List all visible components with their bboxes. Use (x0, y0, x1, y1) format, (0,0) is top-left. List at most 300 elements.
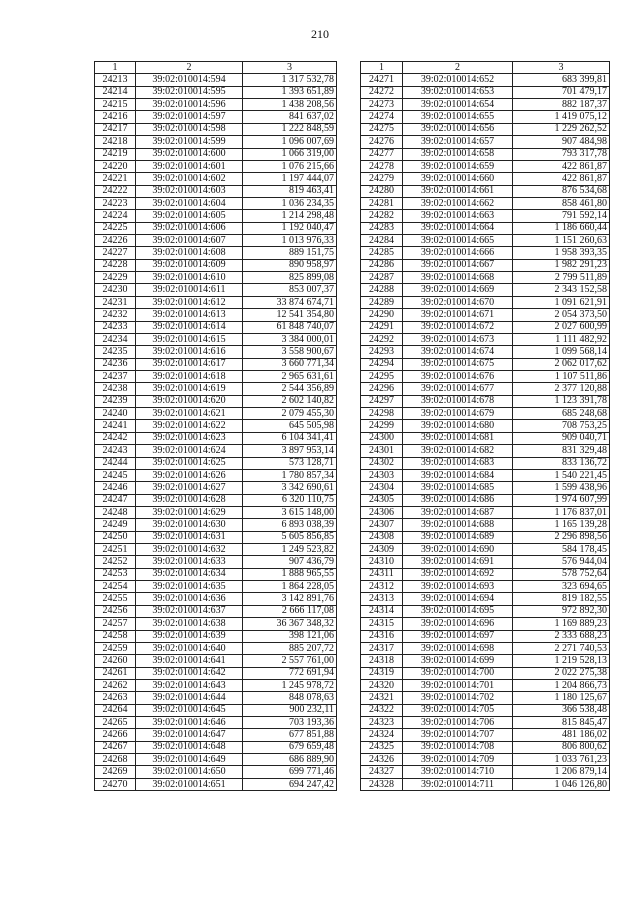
cadastral-number-cell: 39:02:010014:709 (403, 754, 513, 766)
row-number-cell: 24256 (95, 605, 136, 617)
table-row (361, 247, 610, 259)
table-row (95, 605, 337, 617)
cadastral-value-cell: 677 851,88 (243, 729, 337, 741)
cadastral-value-cell: 2 544 356,89 (243, 383, 337, 395)
cadastral-value-cell: 701 479,17 (513, 86, 610, 98)
page-number: 210 (311, 27, 329, 41)
row-number-cell: 24255 (95, 593, 136, 605)
row-number-cell: 24243 (95, 445, 136, 457)
cadastral-value-cell: 61 848 740,07 (243, 321, 337, 333)
table-row (361, 717, 610, 729)
row-number-cell: 24222 (95, 185, 136, 197)
table-row (95, 210, 337, 222)
table-row (95, 704, 337, 716)
table-row (95, 544, 337, 556)
cadastral-value-cell: 1 192 040,47 (243, 222, 337, 234)
table-row (361, 618, 610, 630)
cadastral-number-cell: 39:02:010014:630 (136, 519, 243, 531)
cadastral-number-cell: 39:02:010014:643 (136, 679, 243, 691)
cadastral-number-cell: 39:02:010014:612 (136, 296, 243, 308)
cadastral-value-cell: 1 393 651,89 (243, 86, 337, 98)
cadastral-number-cell: 39:02:010014:634 (136, 568, 243, 580)
row-number-cell: 24297 (361, 395, 403, 407)
row-number-cell: 24323 (361, 717, 403, 729)
row-number-cell: 24300 (361, 432, 403, 444)
cadastral-number-cell: 39:02:010014:701 (403, 679, 513, 691)
cadastral-number-cell: 39:02:010014:672 (403, 321, 513, 333)
cadastral-number-cell: 39:02:010014:625 (136, 457, 243, 469)
cadastral-number-cell: 39:02:010014:689 (403, 531, 513, 543)
table-row (95, 655, 337, 667)
table-row (361, 148, 610, 160)
cadastral-number-cell: 39:02:010014:684 (403, 469, 513, 481)
cadastral-value-cell: 2 799 511,89 (513, 272, 610, 284)
cadastral-number-cell: 39:02:010014:640 (136, 642, 243, 654)
table-row (361, 692, 610, 704)
cadastral-number-cell: 39:02:010014:662 (403, 197, 513, 209)
table-row (95, 717, 337, 729)
table-row (95, 333, 337, 345)
row-number-cell: 24216 (95, 111, 136, 123)
table-row (95, 642, 337, 654)
cadastral-number-cell: 39:02:010014:656 (403, 123, 513, 135)
cadastral-number-cell: 39:02:010014:671 (403, 309, 513, 321)
table-row (95, 160, 337, 172)
cadastral-number-cell: 39:02:010014:675 (403, 358, 513, 370)
table-row (361, 494, 610, 506)
row-number-cell: 24246 (95, 482, 136, 494)
table-row (95, 395, 337, 407)
cadastral-number-cell: 39:02:010014:629 (136, 506, 243, 518)
row-number-cell: 24229 (95, 272, 136, 284)
table-row (95, 568, 337, 580)
cadastral-value-cell: 848 078,63 (243, 692, 337, 704)
row-number-cell: 24295 (361, 370, 403, 382)
cadastral-value-cell: 1 123 391,78 (513, 395, 610, 407)
cadastral-number-cell: 39:02:010014:616 (136, 346, 243, 358)
table-row (95, 370, 337, 382)
row-number-cell: 24294 (361, 358, 403, 370)
table-row (95, 74, 337, 86)
cadastral-number-cell: 39:02:010014:635 (136, 581, 243, 593)
row-number-cell: 24217 (95, 123, 136, 135)
cadastral-value-cell: 3 142 891,76 (243, 593, 337, 605)
cadastral-value-cell: 1 245 978,72 (243, 679, 337, 691)
cadastral-number-cell: 39:02:010014:611 (136, 284, 243, 296)
cadastral-value-cell: 1 033 761,23 (513, 754, 610, 766)
cadastral-number-cell: 39:02:010014:652 (403, 74, 513, 86)
cadastral-number-cell: 39:02:010014:633 (136, 556, 243, 568)
cadastral-number-cell: 39:02:010014:599 (136, 136, 243, 148)
row-number-cell: 24237 (95, 370, 136, 382)
cadastral-value-cell: 1 229 262,52 (513, 123, 610, 135)
table-row (95, 185, 337, 197)
row-number-cell: 24227 (95, 247, 136, 259)
cadastral-number-cell: 39:02:010014:707 (403, 729, 513, 741)
table-row (95, 741, 337, 753)
cadastral-value-cell: 2 343 152,58 (513, 284, 610, 296)
cadastral-value-cell: 841 637,02 (243, 111, 337, 123)
row-number-cell: 24286 (361, 259, 403, 271)
cadastral-value-cell: 686 889,90 (243, 754, 337, 766)
cadastral-value-cell: 1 206 879,14 (513, 766, 610, 778)
row-number-cell: 24266 (95, 729, 136, 741)
column-header-number: 1 (95, 62, 136, 74)
cadastral-value-cell: 833 136,72 (513, 457, 610, 469)
cadastral-value-cell: 703 193,36 (243, 717, 337, 729)
cadastral-number-cell: 39:02:010014:623 (136, 432, 243, 444)
cadastral-number-cell: 39:02:010014:632 (136, 544, 243, 556)
table-row (95, 778, 337, 790)
row-number-cell: 24218 (95, 136, 136, 148)
cadastral-number-cell: 39:02:010014:605 (136, 210, 243, 222)
table-row (361, 123, 610, 135)
cadastral-value-cell: 806 800,62 (513, 741, 610, 753)
table-row (361, 593, 610, 605)
table-row (95, 630, 337, 642)
row-number-cell: 24214 (95, 86, 136, 98)
table-row (95, 358, 337, 370)
table-row (361, 568, 610, 580)
cadastral-number-cell: 39:02:010014:609 (136, 259, 243, 271)
cadastral-value-cell: 584 178,45 (513, 544, 610, 556)
cadastral-number-cell: 39:02:010014:686 (403, 494, 513, 506)
row-number-cell: 24298 (361, 408, 403, 420)
cadastral-number-cell: 39:02:010014:710 (403, 766, 513, 778)
cadastral-value-cell: 1 165 139,28 (513, 519, 610, 531)
cadastral-number-cell: 39:02:010014:596 (136, 99, 243, 111)
column-header-value: 3 (513, 62, 610, 74)
row-number-cell: 24257 (95, 618, 136, 630)
cadastral-number-cell: 39:02:010014:685 (403, 482, 513, 494)
cadastral-number-cell: 39:02:010014:622 (136, 420, 243, 432)
table-row (95, 556, 337, 568)
cadastral-value-cell: 876 534,68 (513, 185, 610, 197)
cadastral-value-cell: 422 861,87 (513, 173, 610, 185)
cadastral-number-cell: 39:02:010014:668 (403, 272, 513, 284)
cadastral-number-cell: 39:02:010014:705 (403, 704, 513, 716)
cadastral-value-cell: 2 557 761,00 (243, 655, 337, 667)
cadastral-number-cell: 39:02:010014:708 (403, 741, 513, 753)
row-number-cell: 24275 (361, 123, 403, 135)
table-row (361, 160, 610, 172)
row-number-cell: 24230 (95, 284, 136, 296)
table-row (95, 506, 337, 518)
table-row (361, 556, 610, 568)
table-row (361, 333, 610, 345)
cadastral-value-cell: 576 944,04 (513, 556, 610, 568)
cadastral-value-cell: 1 036 234,35 (243, 197, 337, 209)
table-row (361, 778, 610, 790)
cadastral-value-cell: 422 861,87 (513, 160, 610, 172)
row-number-cell: 24263 (95, 692, 136, 704)
row-number-cell: 24311 (361, 568, 403, 580)
cadastral-value-cell: 3 384 000,01 (243, 333, 337, 345)
row-number-cell: 24305 (361, 494, 403, 506)
row-number-cell: 24260 (95, 655, 136, 667)
cadastral-value-cell: 900 232,11 (243, 704, 337, 716)
cadastral-value-cell: 1 099 568,14 (513, 346, 610, 358)
cadastral-value-cell: 882 187,37 (513, 99, 610, 111)
row-number-cell: 24252 (95, 556, 136, 568)
table-header-row (95, 62, 337, 74)
row-number-cell: 24317 (361, 642, 403, 654)
row-number-cell: 24287 (361, 272, 403, 284)
table-row (361, 370, 610, 382)
table-row (361, 309, 610, 321)
table-row (95, 284, 337, 296)
row-number-cell: 24239 (95, 395, 136, 407)
row-number-cell: 24223 (95, 197, 136, 209)
row-number-cell: 24272 (361, 86, 403, 98)
cadastral-value-cell: 858 461,80 (513, 197, 610, 209)
cadastral-number-cell: 39:02:010014:613 (136, 309, 243, 321)
table-row (95, 482, 337, 494)
row-number-cell: 24293 (361, 346, 403, 358)
row-number-cell: 24276 (361, 136, 403, 148)
cadastral-value-cell: 2 602 140,82 (243, 395, 337, 407)
table-row (95, 667, 337, 679)
cadastral-value-cell: 699 771,46 (243, 766, 337, 778)
cadastral-number-cell: 39:02:010014:638 (136, 618, 243, 630)
table-row (361, 222, 610, 234)
column-header-cadastral: 2 (403, 62, 513, 74)
row-number-cell: 24219 (95, 148, 136, 160)
cadastral-value-cell: 3 615 148,00 (243, 506, 337, 518)
cadastral-value-cell: 1 186 660,44 (513, 222, 610, 234)
cadastral-value-cell: 1 780 857,34 (243, 469, 337, 481)
cadastral-number-cell: 39:02:010014:698 (403, 642, 513, 654)
row-number-cell: 24291 (361, 321, 403, 333)
cadastral-number-cell: 39:02:010014:639 (136, 630, 243, 642)
cadastral-value-cell: 1 974 607,99 (513, 494, 610, 506)
cadastral-value-cell: 885 207,72 (243, 642, 337, 654)
row-number-cell: 24270 (95, 778, 136, 790)
cadastral-number-cell: 39:02:010014:679 (403, 408, 513, 420)
table-row (95, 754, 337, 766)
cadastral-number-cell: 39:02:010014:598 (136, 123, 243, 135)
table-row (361, 506, 610, 518)
cadastral-value-cell: 1 111 482,92 (513, 333, 610, 345)
cadastral-number-cell: 39:02:010014:606 (136, 222, 243, 234)
cadastral-value-cell: 1 046 126,80 (513, 778, 610, 790)
cadastral-number-cell: 39:02:010014:663 (403, 210, 513, 222)
cadastral-number-cell: 39:02:010014:642 (136, 667, 243, 679)
cadastral-value-cell: 972 892,30 (513, 605, 610, 617)
cadastral-number-cell: 39:02:010014:628 (136, 494, 243, 506)
cadastral-value-cell: 683 399,81 (513, 74, 610, 86)
row-number-cell: 24303 (361, 469, 403, 481)
table-row (361, 74, 610, 86)
row-number-cell: 24308 (361, 531, 403, 543)
row-number-cell: 24314 (361, 605, 403, 617)
cadastral-number-cell: 39:02:010014:608 (136, 247, 243, 259)
cadastral-number-cell: 39:02:010014:681 (403, 432, 513, 444)
cadastral-number-cell: 39:02:010014:694 (403, 593, 513, 605)
cadastral-value-cell: 1 176 837,01 (513, 506, 610, 518)
table-row (361, 358, 610, 370)
row-number-cell: 24247 (95, 494, 136, 506)
cadastral-value-cell: 1 107 511,86 (513, 370, 610, 382)
table-row (361, 445, 610, 457)
cadastral-number-cell: 39:02:010014:669 (403, 284, 513, 296)
row-number-cell: 24292 (361, 333, 403, 345)
cadastral-value-cell: 791 592,14 (513, 210, 610, 222)
table-row (361, 482, 610, 494)
row-number-cell: 24274 (361, 111, 403, 123)
cadastral-value-cell: 1 599 438,96 (513, 482, 610, 494)
cadastral-value-cell: 1 317 532,78 (243, 74, 337, 86)
table-row (95, 679, 337, 691)
register-table-right (360, 61, 610, 791)
row-number-cell: 24278 (361, 160, 403, 172)
row-number-cell: 24304 (361, 482, 403, 494)
row-number-cell: 24320 (361, 679, 403, 691)
cadastral-number-cell: 39:02:010014:594 (136, 74, 243, 86)
cadastral-value-cell: 3 897 953,14 (243, 445, 337, 457)
table-row (361, 679, 610, 691)
row-number-cell: 24318 (361, 655, 403, 667)
row-number-cell: 24261 (95, 667, 136, 679)
table-row (95, 309, 337, 321)
row-number-cell: 24235 (95, 346, 136, 358)
cadastral-number-cell: 39:02:010014:627 (136, 482, 243, 494)
row-number-cell: 24250 (95, 531, 136, 543)
cadastral-number-cell: 39:02:010014:649 (136, 754, 243, 766)
row-number-cell: 24269 (95, 766, 136, 778)
cadastral-value-cell: 793 317,78 (513, 148, 610, 160)
cadastral-number-cell: 39:02:010014:666 (403, 247, 513, 259)
cadastral-value-cell: 1 438 208,56 (243, 99, 337, 111)
table-row (361, 408, 610, 420)
table-row (95, 222, 337, 234)
cadastral-number-cell: 39:02:010014:665 (403, 235, 513, 247)
table-row (361, 197, 610, 209)
register-table-left (94, 61, 337, 791)
cadastral-number-cell: 39:02:010014:614 (136, 321, 243, 333)
table-row (95, 111, 337, 123)
table-row (95, 469, 337, 481)
table-row (361, 531, 610, 543)
cadastral-value-cell: 6 104 341,41 (243, 432, 337, 444)
cadastral-number-cell: 39:02:010014:688 (403, 519, 513, 531)
cadastral-value-cell: 5 605 856,85 (243, 531, 337, 543)
table-row (361, 457, 610, 469)
table-row (95, 272, 337, 284)
cadastral-number-cell: 39:02:010014:624 (136, 445, 243, 457)
cadastral-value-cell: 36 367 348,32 (243, 618, 337, 630)
table-row (361, 432, 610, 444)
table-row (95, 197, 337, 209)
cadastral-number-cell: 39:02:010014:655 (403, 111, 513, 123)
table-row (95, 148, 337, 160)
cadastral-number-cell: 39:02:010014:673 (403, 333, 513, 345)
row-number-cell: 24248 (95, 506, 136, 518)
row-number-cell: 24236 (95, 358, 136, 370)
cadastral-value-cell: 33 874 674,71 (243, 296, 337, 308)
cadastral-number-cell: 39:02:010014:660 (403, 173, 513, 185)
table-row (361, 395, 610, 407)
table-row (95, 346, 337, 358)
row-number-cell: 24326 (361, 754, 403, 766)
row-number-cell: 24226 (95, 235, 136, 247)
cadastral-number-cell: 39:02:010014:692 (403, 568, 513, 580)
table-row (95, 581, 337, 593)
row-number-cell: 24310 (361, 556, 403, 568)
row-number-cell: 24258 (95, 630, 136, 642)
cadastral-number-cell: 39:02:010014:618 (136, 370, 243, 382)
cadastral-value-cell: 907 436,79 (243, 556, 337, 568)
cadastral-value-cell: 1 249 523,82 (243, 544, 337, 556)
column-header-number: 1 (361, 62, 403, 74)
cadastral-number-cell: 39:02:010014:697 (403, 630, 513, 642)
cadastral-value-cell: 1 204 866,73 (513, 679, 610, 691)
cadastral-number-cell: 39:02:010014:595 (136, 86, 243, 98)
row-number-cell: 24285 (361, 247, 403, 259)
cadastral-value-cell: 819 463,41 (243, 185, 337, 197)
row-number-cell: 24325 (361, 741, 403, 753)
row-number-cell: 24232 (95, 309, 136, 321)
cadastral-number-cell: 39:02:010014:646 (136, 717, 243, 729)
row-number-cell: 24302 (361, 457, 403, 469)
cadastral-number-cell: 39:02:010014:676 (403, 370, 513, 382)
table-row (361, 321, 610, 333)
row-number-cell: 24307 (361, 519, 403, 531)
row-number-cell: 24324 (361, 729, 403, 741)
cadastral-number-cell: 39:02:010014:693 (403, 581, 513, 593)
row-number-cell: 24283 (361, 222, 403, 234)
cadastral-value-cell: 1 219 528,13 (513, 655, 610, 667)
column-header-cadastral: 2 (136, 62, 243, 74)
row-number-cell: 24284 (361, 235, 403, 247)
table-row (361, 655, 610, 667)
cadastral-number-cell: 39:02:010014:674 (403, 346, 513, 358)
row-number-cell: 24240 (95, 408, 136, 420)
cadastral-number-cell: 39:02:010014:690 (403, 544, 513, 556)
row-number-cell: 24319 (361, 667, 403, 679)
table-row (361, 185, 610, 197)
cadastral-value-cell: 1 982 291,23 (513, 259, 610, 271)
row-number-cell: 24316 (361, 630, 403, 642)
cadastral-number-cell: 39:02:010014:664 (403, 222, 513, 234)
cadastral-number-cell: 39:02:010014:617 (136, 358, 243, 370)
table-row (95, 173, 337, 185)
cadastral-number-cell: 39:02:010014:626 (136, 469, 243, 481)
row-number-cell: 24253 (95, 568, 136, 580)
cadastral-value-cell: 1 091 621,91 (513, 296, 610, 308)
row-number-cell: 24282 (361, 210, 403, 222)
table-row (361, 667, 610, 679)
row-number-cell: 24279 (361, 173, 403, 185)
row-number-cell: 24268 (95, 754, 136, 766)
cadastral-number-cell: 39:02:010014:621 (136, 408, 243, 420)
table-header-row (361, 62, 610, 74)
row-number-cell: 24254 (95, 581, 136, 593)
row-number-cell: 24213 (95, 74, 136, 86)
cadastral-value-cell: 890 958,97 (243, 259, 337, 271)
row-number-cell: 24299 (361, 420, 403, 432)
table-row (95, 235, 337, 247)
row-number-cell: 24271 (361, 74, 403, 86)
table-row (361, 766, 610, 778)
cadastral-number-cell: 39:02:010014:603 (136, 185, 243, 197)
cadastral-number-cell: 39:02:010014:607 (136, 235, 243, 247)
cadastral-value-cell: 825 899,08 (243, 272, 337, 284)
table-row (95, 445, 337, 457)
table-row (95, 432, 337, 444)
row-number-cell: 24228 (95, 259, 136, 271)
cadastral-value-cell: 815 845,47 (513, 717, 610, 729)
